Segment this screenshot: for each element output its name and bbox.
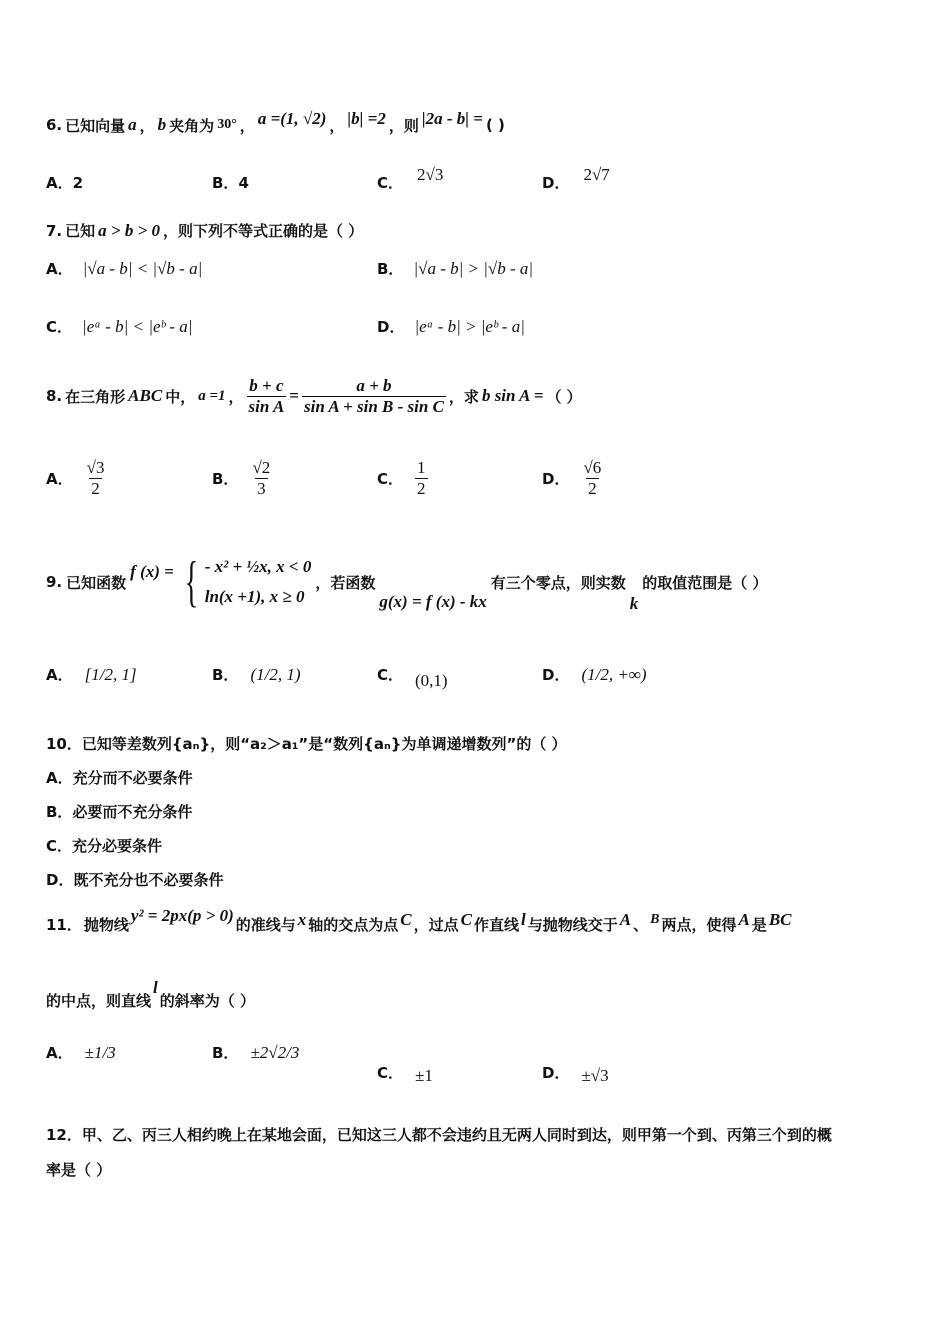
q12-stem-line1: 12．甲、乙、丙三人相约晚上在某地会面，已知这三人都不会违约且无两人同时到达，则甲第一个到、丙第三个到的概 xyxy=(46,1126,832,1144)
q9-option-b[interactable]: B． (1/2, 1) xyxy=(212,664,301,684)
q8-right-fraction: $\frac{a + b}{\text{sin A + sin B - sin C}}$ xyxy=(303,375,444,416)
q8-option-a[interactable]: A． $\frac{√3}{2}$ xyxy=(46,458,105,498)
q8-option-d[interactable]: D． $\frac{√6}{2}$ xyxy=(542,458,602,498)
q9-piecewise: { - x² + ½x, x < 0 ln(x +1), x ≥ 0 xyxy=(184,551,312,613)
q6-b-norm: |b| =2 xyxy=(347,109,386,128)
q10-option-a[interactable]: A．充分而不必要条件 xyxy=(46,769,193,787)
q7-option-b[interactable]: B． |√a - b| > |√b - a| xyxy=(377,258,534,278)
q10-option-b[interactable]: B．必要而不充分条件 xyxy=(46,803,193,821)
q6-stem: 6. 已知向量 a ， b 夹角为 30° ， a =(1, √2) ， |b| =2 ，则 |2a - b| = ( ) xyxy=(46,109,505,135)
q6-option-b[interactable]: B．4 xyxy=(212,174,249,192)
q10-option-d[interactable]: D．既不充分也不必要条件 xyxy=(46,871,224,889)
q12-stem-line2: 率是（ ） xyxy=(46,1161,112,1179)
q7-stem: 7. 已知 a > b > 0 ，则下列不等式正确的是（ ） xyxy=(46,220,364,240)
q9-stem: 9. 已知函数 f (x) = { - x² + ½x, x < 0 ln(x +1), x ≥ 0 ，若函数 g(x) = f (x) - kx 有三个零点，则实数 k 的取值范围是（ ） xyxy=(46,551,768,613)
q7-option-d[interactable]: D． |eᵃ - b| > |eᵇ - a| xyxy=(377,316,525,336)
q8-option-c[interactable]: C． $\frac{1}{2}$ xyxy=(377,458,426,498)
q11-option-b[interactable]: B． ±2√2/3 xyxy=(212,1042,300,1062)
q9-option-a[interactable]: A． [1/2, 1] xyxy=(46,664,137,684)
q8-option-b[interactable]: B． $\frac{√2}{3}$ xyxy=(212,458,271,498)
q11-option-c[interactable]: C． ±1 xyxy=(377,1064,433,1085)
q10-stem: 10．已知等差数列{aₙ}，则“a₂＞a₁”是“数列{aₙ}为单调递增数列”的（ ） xyxy=(46,735,567,753)
q10-option-c[interactable]: C．充分必要条件 xyxy=(46,837,163,855)
q11-parabola: y² = 2px(p > 0) xyxy=(130,906,234,925)
q7-option-a[interactable]: A． |√a - b| < |√b - a| xyxy=(46,258,203,278)
q6-a-vector: a =(1, √2) xyxy=(257,109,327,128)
q6-option-a[interactable]: A．2 xyxy=(46,174,84,192)
q9-option-c[interactable]: C． (0,1) xyxy=(377,666,448,690)
q11-option-d[interactable]: D． ±√3 xyxy=(542,1064,609,1085)
q11-stem-line1: 11． 抛物线 y² = 2px(p > 0) 的准线与 x 轴的交点为点 C ，过点 C 作直线 l 与抛物线交于 A 、 B 两点，使得 A 是 BC xyxy=(46,906,792,934)
q9-option-d[interactable]: D． (1/2, +∞) xyxy=(542,664,647,684)
q6-option-c[interactable]: C． 2√3 xyxy=(377,164,444,192)
q7-option-c[interactable]: C． |eᵃ - b| < |eᵇ - a| xyxy=(46,316,193,336)
q8-left-fraction: $\frac{b + c}{\text{sin A}}$ xyxy=(248,375,285,416)
q6-option-d[interactable]: D． 2√7 xyxy=(542,164,610,192)
q9-g-function: g(x) = f (x) - kx xyxy=(379,592,487,611)
q8-stem: 8. 在三角形 ABC 中， a =1 ， $\frac{b + c}{\text{sin A}}$ = $\frac{a + b}{\text{sin A + sin B - sin C}}$ ，求 b sin A = （ ） xyxy=(46,375,582,416)
q11-option-a[interactable]: A． ±1/3 xyxy=(46,1042,116,1062)
q6-expression: |2a - b| = xyxy=(421,109,483,128)
q11-stem-line2: 的中点，则直线 l 的斜率为（ ） xyxy=(46,978,255,1010)
